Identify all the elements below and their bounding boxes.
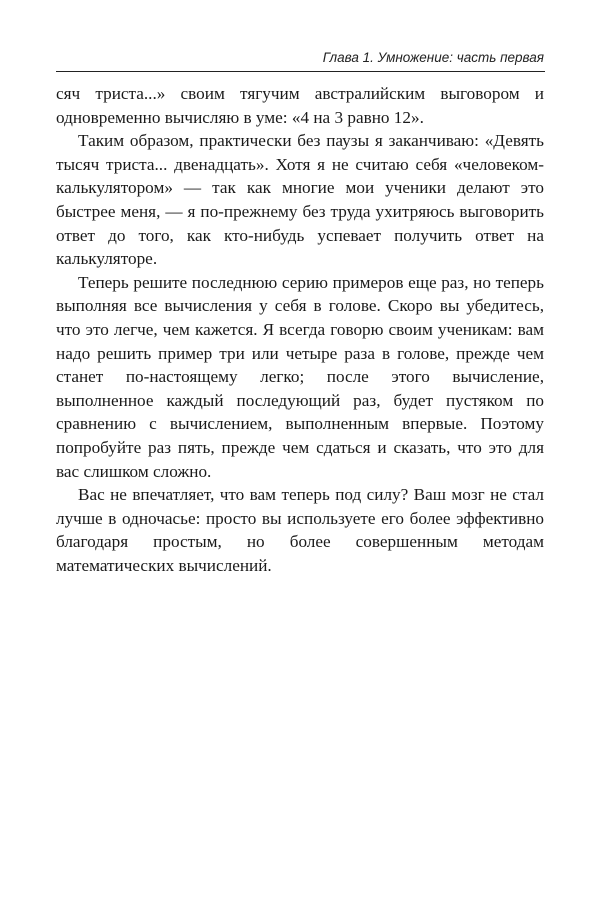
paragraph: Таким образом, практически без паузы я заканчиваю: «Девять тысяч триста... двенадцать». Хотя я не считаю себя «человеком-калькулятором» — так как многие мои ученики делают это быстрее меня, — я по-прежнему без труда ухитряюсь выговорить ответ до того, как кто-нибудь успевает получить ответ на калькуляторе. xyxy=(56,131,544,269)
header-divider xyxy=(56,71,545,72)
body-text xyxy=(56,82,544,577)
paragraph: Теперь решите последнюю серию примеров еще раз, но теперь выполняя все вычисления у себя в голове. Скоро вы убедитесь, что это легче, чем кажется. Я всегда говорю своим ученикам: вам надо решить пример три или четыре раза в голове, прежде чем станет по-настоящему легко; после этого вычисление, выполненное каждый последующий раз, будет пустяком по сравнению с вычислением, выполненным впервые. Поэтому попробуйте раз пять, прежде чем сдаться и сказать, что это для вас слишком сложно. xyxy=(56,272,544,481)
running-header: Глава 1. Умножение: часть первая xyxy=(322,50,544,65)
paragraph-continuation: сяч триста...» своим тягучим австралийским выговором и одновременно вычисляю в уме: «4 на 3 равно 12». xyxy=(56,84,544,127)
paragraph: Вас не впечатляет, что вам теперь под силу? Ваш мозг не стал лучше в одночасье: просто вы используете его более эффективно благодаря простым, но более совершенным методам математических вычислений. xyxy=(56,485,544,575)
